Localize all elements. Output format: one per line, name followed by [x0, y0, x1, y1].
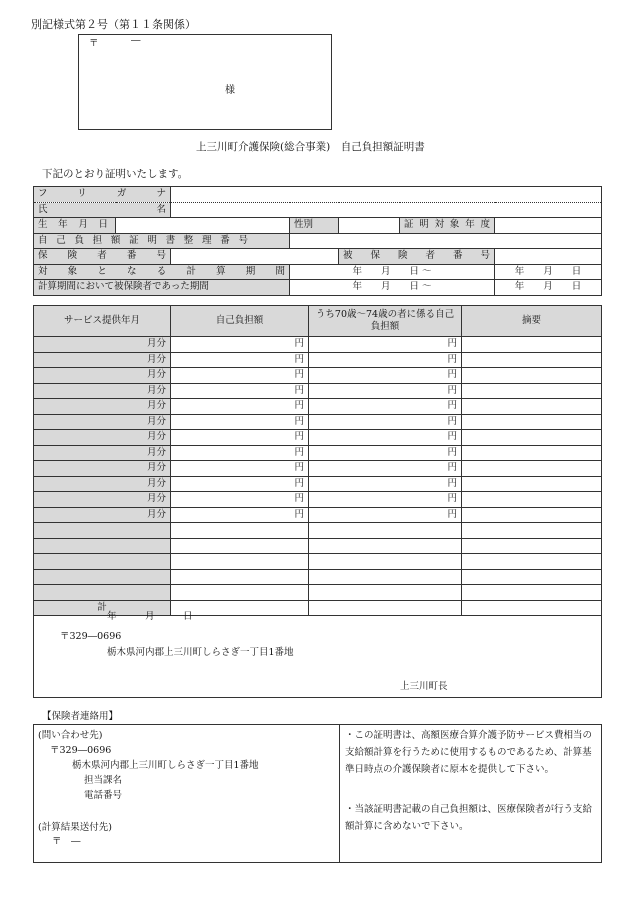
note-original: ・この証明書は、高額医療合算介護予防サービス費相当の支給額計算を行うために使用するものであるため、計算基準日時点の介護保険者に原本を提供して下さい。 — [345, 730, 593, 775]
self-pay-70-74-cell[interactable] — [309, 569, 462, 585]
intro-text: 下記のとおり証明いたします。 — [42, 168, 189, 180]
issue-date: 年 月 日 — [107, 611, 193, 622]
remarks-cell[interactable] — [462, 430, 602, 446]
self-pay-cell[interactable] — [171, 585, 309, 601]
self-pay-70-74-cell[interactable] — [309, 523, 462, 539]
birthdate-value[interactable] — [116, 218, 290, 234]
total-label: 計 — [34, 600, 171, 616]
month-row — [34, 538, 602, 554]
self-pay-cell[interactable] — [171, 569, 309, 585]
honorific: 様 — [225, 85, 235, 96]
self-pay-70-74-cell[interactable] — [309, 538, 462, 554]
cert-number-value[interactable] — [290, 233, 602, 249]
self-pay-cell[interactable]: 円 — [171, 399, 309, 415]
month-cell[interactable]: 月分 — [34, 399, 171, 415]
remarks-header: 摘要 — [462, 306, 602, 337]
furigana-value[interactable] — [171, 187, 602, 203]
cert-year-label: 証明対象年度 — [400, 218, 495, 234]
gender-value[interactable] — [339, 218, 400, 234]
remarks-cell[interactable] — [462, 461, 602, 477]
contact-heading: 【保険者連絡用】 — [42, 711, 119, 722]
self-pay-cell[interactable]: 円 — [171, 430, 309, 446]
remarks-cell[interactable] — [462, 368, 602, 384]
month-cell[interactable] — [34, 585, 171, 601]
month-row — [34, 383, 602, 399]
month-row — [34, 368, 602, 384]
month-cell[interactable]: 月分 — [34, 461, 171, 477]
month-row — [34, 461, 602, 477]
self-pay-cell[interactable]: 円 — [171, 368, 309, 384]
remarks-cell[interactable] — [462, 414, 602, 430]
insured-period-start[interactable]: 年 月 日 ～ — [290, 280, 495, 296]
cert-year-value[interactable] — [495, 218, 602, 234]
phone-label: 電話番号 — [84, 790, 123, 801]
remarks-cell[interactable] — [462, 523, 602, 539]
contact-block — [33, 724, 602, 863]
furigana-label: フリガナ — [34, 187, 171, 203]
remarks-cell[interactable] — [462, 585, 602, 601]
self-pay-cell[interactable]: 円 — [171, 352, 309, 368]
contact-postal: 〒329―0696 — [50, 745, 112, 756]
month-cell[interactable]: 月分 — [34, 414, 171, 430]
month-cell[interactable] — [34, 569, 171, 585]
month-cell[interactable]: 月分 — [34, 352, 171, 368]
self-pay-70-74-cell[interactable]: 円 — [309, 414, 462, 430]
self-pay-cell[interactable]: 円 — [171, 337, 309, 353]
month-row — [34, 430, 602, 446]
month-cell[interactable]: 月分 — [34, 492, 171, 508]
postal-mark: 〒 — [89, 38, 99, 49]
self-pay-cell[interactable]: 円 — [171, 476, 309, 492]
month-row — [34, 337, 602, 353]
remarks-cell[interactable] — [462, 445, 602, 461]
issuer-block — [33, 602, 602, 698]
self-pay-70-74-header: うち70歳～74歳の者に係る自己負担額 — [309, 306, 462, 337]
insured-period-end[interactable]: 年 月 日 — [495, 280, 602, 296]
issuer-address: 栃木県河内郡上三川町しらさぎ一丁目1番地 — [107, 647, 294, 658]
month-row — [34, 523, 602, 539]
insured-period-label: 計算期間において被保険者であった期間 — [34, 280, 290, 296]
send-to-label: (計算結果送付先) — [38, 822, 112, 833]
month-row — [34, 352, 602, 368]
month-row — [34, 569, 602, 585]
name-label: 氏名 — [34, 202, 171, 218]
month-cell[interactable]: 月分 — [34, 368, 171, 384]
month-row — [34, 445, 602, 461]
month-cell[interactable]: 月分 — [34, 507, 171, 523]
service-month-header: サービス提供年月 — [34, 306, 171, 337]
document-title: 上三川町介護保険(総合事業) 自己負担額証明書 — [196, 141, 425, 153]
month-cell[interactable]: 月分 — [34, 337, 171, 353]
self-pay-70-74-cell[interactable]: 円 — [309, 430, 462, 446]
self-pay-70-74-cell[interactable] — [309, 554, 462, 570]
month-cell[interactable]: 月分 — [34, 476, 171, 492]
insured-number-value[interactable] — [495, 249, 602, 265]
remarks-cell[interactable] — [462, 383, 602, 399]
send-postal: 〒 ― — [52, 836, 81, 847]
remarks-cell[interactable] — [462, 569, 602, 585]
issuer-mayor: 上三川町長 — [400, 681, 448, 692]
remarks-cell[interactable] — [462, 352, 602, 368]
self-pay-cell[interactable]: 円 — [171, 445, 309, 461]
self-pay-header: 自己負担額 — [171, 306, 309, 337]
birthdate-label: 生年月日 — [34, 218, 116, 234]
self-pay-cell[interactable]: 円 — [171, 414, 309, 430]
self-pay-70-74-cell[interactable]: 円 — [309, 368, 462, 384]
self-pay-cell[interactable]: 円 — [171, 492, 309, 508]
month-row — [34, 492, 602, 508]
month-row — [34, 554, 602, 570]
monthly-table — [33, 305, 602, 616]
inquiry-label: (問い合わせ先) — [38, 730, 103, 741]
self-pay-70-74-cell[interactable]: 円 — [309, 352, 462, 368]
month-cell[interactable] — [34, 538, 171, 554]
month-cell[interactable] — [34, 554, 171, 570]
remarks-cell[interactable] — [462, 507, 602, 523]
contact-address: 栃木県河内郡上三川町しらさぎ一丁目1番地 — [72, 760, 259, 771]
self-pay-cell[interactable] — [171, 554, 309, 570]
self-pay-70-74-cell[interactable]: 円 — [309, 337, 462, 353]
self-pay-70-74-cell[interactable]: 円 — [309, 383, 462, 399]
contact-left — [34, 725, 340, 862]
month-row — [34, 476, 602, 492]
period-end[interactable]: 年 月 日 — [495, 264, 602, 280]
gender-label: 性別 — [290, 218, 339, 234]
month-cell[interactable]: 月分 — [34, 383, 171, 399]
month-cell[interactable] — [34, 523, 171, 539]
remarks-cell[interactable] — [462, 337, 602, 353]
info-table — [33, 186, 602, 296]
cert-number-label: 自己負担額証明書整理番号 — [34, 233, 290, 249]
insurer-number-label: 保険者番号 — [34, 249, 171, 265]
remarks-cell[interactable] — [462, 538, 602, 554]
recipient-address-box — [78, 34, 332, 130]
self-pay-70-74-cell[interactable]: 円 — [309, 399, 462, 415]
department-label: 担当課名 — [84, 775, 123, 786]
remarks-cell[interactable] — [462, 399, 602, 415]
month-cell[interactable]: 月分 — [34, 430, 171, 446]
self-pay-cell[interactable]: 円 — [171, 461, 309, 477]
name-value[interactable] — [171, 202, 602, 218]
self-pay-cell[interactable] — [171, 538, 309, 554]
month-row — [34, 507, 602, 523]
month-cell[interactable]: 月分 — [34, 445, 171, 461]
insured-number-label: 被保険者番号 — [339, 249, 495, 265]
form-label: 別記様式第２号（第１１条関係） — [31, 18, 196, 31]
period-label: 対象となる計算期間 — [34, 264, 290, 280]
note-exclusion: ・当該証明書記載の自己負担額は、医療保険者が行う支給額計算に含めないで下さい。 — [345, 804, 593, 832]
month-row — [34, 414, 602, 430]
self-pay-70-74-cell[interactable]: 円 — [309, 461, 462, 477]
remarks-cell[interactable] — [462, 554, 602, 570]
postal-dash: ― — [131, 35, 141, 46]
self-pay-cell[interactable]: 円 — [171, 383, 309, 399]
month-row — [34, 399, 602, 415]
self-pay-cell[interactable]: 円 — [171, 507, 309, 523]
issuer-postal: 〒329―0696 — [60, 631, 122, 642]
self-pay-cell[interactable] — [171, 523, 309, 539]
period-start[interactable]: 年 月 日 ～ — [290, 264, 495, 280]
insurer-number-value[interactable] — [171, 249, 339, 265]
month-row — [34, 585, 602, 601]
self-pay-70-74-cell[interactable]: 円 — [309, 492, 462, 508]
remarks-cell[interactable] — [462, 476, 602, 492]
self-pay-70-74-cell[interactable]: 円 — [309, 507, 462, 523]
self-pay-70-74-cell[interactable]: 円 — [309, 445, 462, 461]
self-pay-70-74-cell[interactable]: 円 — [309, 476, 462, 492]
self-pay-70-74-cell[interactable] — [309, 585, 462, 601]
remarks-cell[interactable] — [462, 492, 602, 508]
